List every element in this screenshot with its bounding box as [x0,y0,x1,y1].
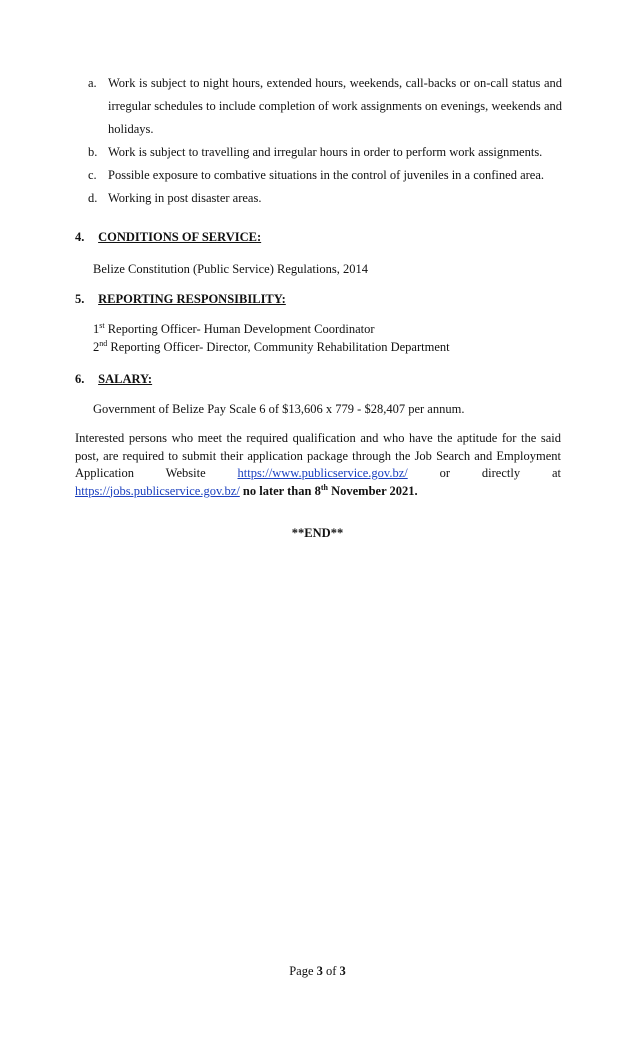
list-item [88,187,562,210]
section-heading-salary [75,368,152,391]
page-label: Page [289,964,317,978]
section-title: REPORTING RESPONSIBILITY: [98,292,286,306]
current-page: 3 [316,964,323,978]
salary-text: Government of Belize Pay Scale 6 of $13,606 x 779 - $28,407 per annum. [93,402,465,416]
list-marker: a. [88,76,97,90]
total-pages: 3 [339,964,346,978]
reporting-officer-1 [93,320,375,338]
section-heading-reporting [75,288,286,311]
list-marker: c. [88,168,97,182]
list-item [88,164,562,187]
list-item-text: Work is subject to travelling and irregular hours in order to perform work assignments. [108,145,543,159]
ordinal-suffix: th [320,482,328,492]
section-heading-conditions [75,226,261,249]
jobs-portal-link[interactable]: https://jobs.publicservice.gov.bz/ [75,483,240,498]
deadline-text [240,484,418,498]
ordinal-number: 2 [93,340,100,354]
end-marker: **END** [291,526,344,540]
publicservice-website-link[interactable]: https://www.publicservice.gov.bz/ [237,466,408,480]
list-item-text: Possible exposure to combative situations in the control of juveniles in a confined area. [108,168,545,182]
list-marker: d. [88,191,98,205]
reporting-officer-2 [93,338,450,356]
page-number [0,960,635,983]
list-item-text: Work is subject to night hours, extended hours, weekends, call-backs or on-call status and irregular schedules to include completion of work assignments on evenings, weekends and holidays. [108,76,562,136]
ordinal-number: 1 [93,322,100,336]
page-separator: of [322,964,340,978]
section-title: SALARY: [98,372,153,386]
reporting-officer-text: Reporting Officer- Human Development Coordinator [104,322,375,336]
list-item [88,72,562,141]
instructions-text: Interested persons who meet the required qualification and who have the aptitude for the said post, are required to submit their application package through the Job Search and Employment Application Website [75,431,561,480]
application-instructions [75,430,561,500]
section-number: 4. [75,230,85,244]
conditions-text: Belize Constitution (Public Service) Regulations, 2014 [93,262,368,276]
ordinal-suffix: nd [99,339,108,348]
reporting-officer-text: Reporting Officer- Director, Community Rehabilitation Department [107,340,450,354]
deadline-date: November 2021. [327,483,418,498]
list-item-text: Working in post disaster areas. [108,191,262,205]
instructions-text: or directly at [407,466,561,480]
section-number: 5. [75,292,85,306]
list-item [88,141,562,164]
list-marker: b. [88,145,98,159]
conditions-list [88,72,562,210]
ordinal-suffix: st [99,321,105,330]
section-title: CONDITIONS OF SERVICE: [98,230,262,244]
deadline-prefix: no later than 8 [239,483,321,498]
section-number: 6. [75,372,85,386]
